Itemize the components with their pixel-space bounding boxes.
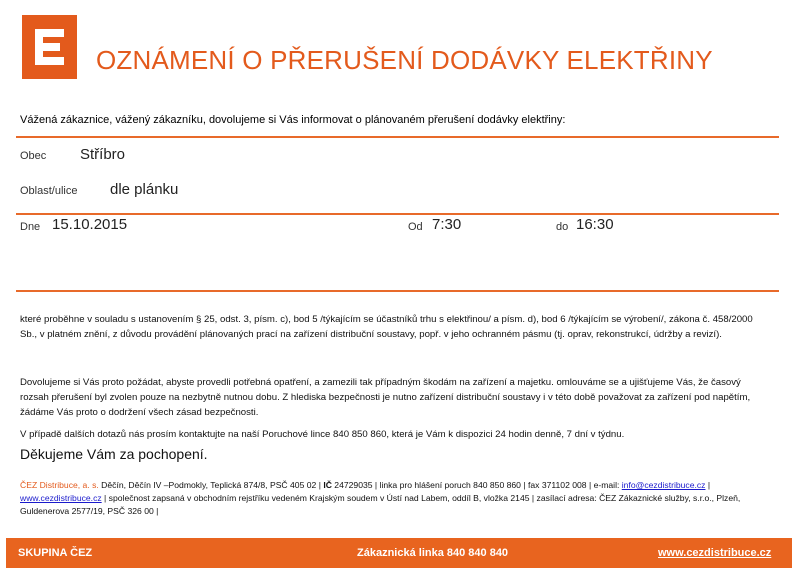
divider — [16, 136, 779, 138]
page-title: OZNÁMENÍ O PŘERUŠENÍ DODÁVKY ELEKTŘINY — [96, 45, 713, 75]
dne-value: 15.10.2015 — [52, 216, 128, 233]
customer-line: Zákaznická linka 840 840 840 — [357, 547, 509, 559]
footer-email-link[interactable]: info@cezdistribuce.cz — [621, 480, 706, 490]
safety-paragraph: Dovolujeme si Vás proto požádat, abyste provedli potřebná opatření, a zamezili tak případným škodám na zařízení a majetku. omlouváme se a ujišťujeme Vás, že časový rozsah přerušení byl zvolen pouze na nezbytně nutnou dobu. Z hlediska bezpečnosti je nutno zařízení distribuční soustavy i v této době považovat za zařízení pod napětím, žádáme Vás proto o dodržení všech zásad bezpečnosti. — [20, 377, 751, 418]
do-label: do — [556, 221, 569, 233]
legal-paragraph: které proběhne v souladu s ustanovením § 25, odst. 3, písm. c), bod 5 /týkajícím se účastníků trhu s elektřinou/ a písm. d), bod 6 /týkajícím se výrobení/, zákona č. 458/2000 Sb., v platném znění, z důvodu provádění plánovaných prací na zařízení distribuční soustavy, popř. v jeho ochranném pásmu (tj. oprav, rekonstrukcí, údržby a revizí). — [20, 314, 753, 340]
footer-web-link[interactable]: www.cezdistribuce.cz — [20, 493, 102, 503]
do-value: 16:30 — [576, 216, 614, 233]
footer-ico-label: IČ — [323, 480, 332, 490]
od-label: Od — [408, 221, 423, 233]
divider — [16, 290, 779, 292]
website-link[interactable]: www.cezdistribuce.cz — [658, 547, 772, 559]
footer-company-info — [20, 479, 775, 518]
group-name: SKUPINA ČEZ — [18, 547, 93, 559]
footer-separator: | — [705, 480, 711, 490]
intro-text: Vážená zákaznice, vážený zákazníku, dovolujeme si Vás informovat o plánovaném přerušení dodávky elektřiny: — [20, 114, 566, 126]
obec-label: Obec — [20, 150, 47, 162]
footer-contacts: 24729035 | linka pro hlášení poruch 840 850 860 | fax 371102 008 | e-mail: — [331, 480, 622, 490]
oblast-label: Oblast/ulice — [20, 185, 78, 197]
od-value: 7:30 — [432, 216, 462, 233]
contact-paragraph: V případě dalších dotazů nás prosím kontaktujte na naší Poruchové lince 840 850 860, která je Vám k dispozici 24 hodin denně, 7 dní v týdnu. — [20, 429, 625, 440]
footer-registration: | společnost zapsaná v obchodním rejstříku vedeném Krajským soudem v Ústí nad Labem, oddíl B, vložka 2145 | zasílací adresa: ČEZ Zákaznické služby, s.r.o., Plzeň, Guldenerova 2577/19, PSČ 326 00 | — [20, 493, 741, 516]
footer-company-name: ČEZ Distribuce, a. s. — [20, 480, 99, 490]
cez-logo-icon — [22, 15, 77, 79]
footer-address: Děčín, Děčín IV –Podmokly, Teplická 874/8, PSČ 405 02 | — [98, 480, 324, 490]
obec-value: Stříbro — [80, 146, 126, 163]
thanks-text: Děkujeme Vám za pochopení. — [20, 446, 208, 462]
divider — [16, 213, 779, 215]
bottom-bar — [6, 538, 792, 568]
oblast-value: dle plánku — [110, 181, 179, 198]
dne-label: Dne — [20, 221, 41, 233]
